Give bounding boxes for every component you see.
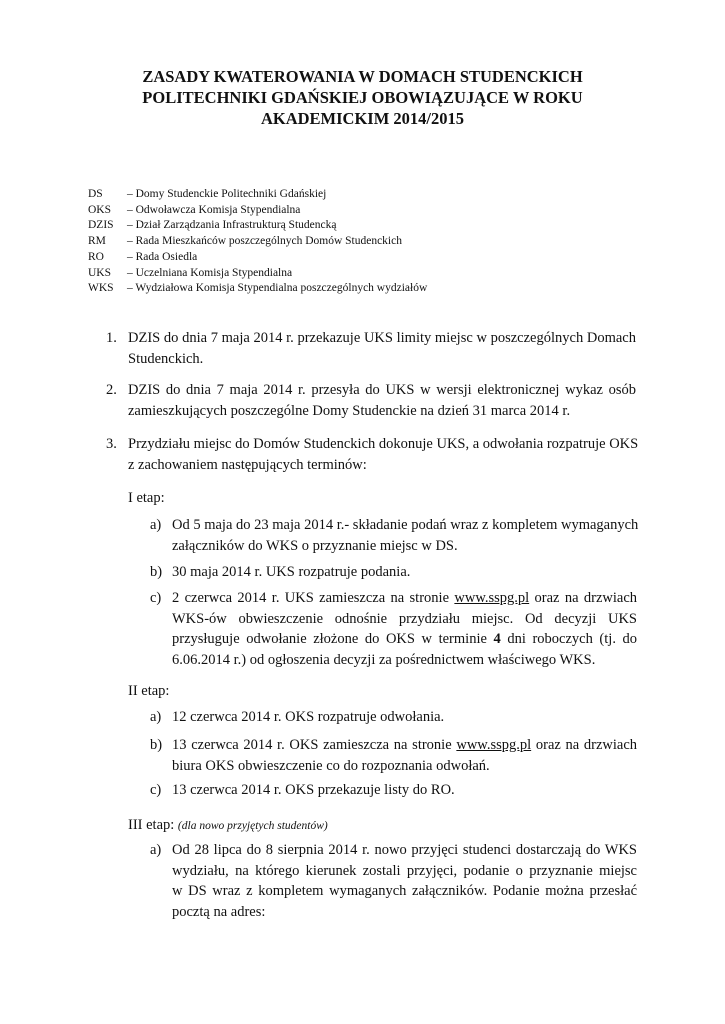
- item-line: zamieszkujących poszczególne Domy Studenckie na dzień 31 marca 2014 r.: [128, 402, 571, 419]
- sub-item-line: WKS-ów obwieszczenie odnośnie przydziału miejsc. Od decyzji UKS: [172, 610, 637, 627]
- sub-item-line: [172, 735, 637, 756]
- abbreviation-row: [88, 187, 427, 203]
- text-segment: oraz na drzwiach: [535, 737, 638, 753]
- abbreviation-code: RM: [88, 235, 106, 248]
- sspg-link[interactable]: www.sspg.pl: [454, 590, 530, 606]
- item-text: [128, 380, 636, 421]
- item-line: Studenckich.: [128, 350, 204, 367]
- abbreviation-code: OKS: [88, 203, 112, 216]
- sub-item-line: 13 czerwca 2014 r. OKS przekazuje listy do RO.: [172, 782, 455, 798]
- sub-item-text: [172, 840, 637, 922]
- sub-item-letter: a): [150, 709, 162, 725]
- abbreviation-desc: – Rada Osiedla: [127, 250, 198, 263]
- abbreviation-row: [88, 203, 427, 219]
- sub-item-text: [172, 735, 637, 776]
- sub-item-line: biura OKS obwieszczenie co do rozpoznania odwołań.: [172, 757, 490, 774]
- abbreviation-row: [88, 250, 427, 266]
- item-number: 2.: [106, 382, 117, 398]
- abbreviation-code: DS: [88, 188, 103, 200]
- abbreviation-code: RO: [88, 250, 104, 263]
- text-segment: 13 czerwca 2014 r. OKS zamieszcza na stronie: [172, 737, 452, 753]
- item-text: [128, 328, 636, 369]
- item-line: Przydziału miejsc do Domów Studenckich dokonuje UKS, a odwołania rozpatruje OKS: [128, 436, 639, 452]
- abbreviation-row: [88, 234, 427, 250]
- item-line: z zachowaniem następujących terminów:: [128, 456, 367, 473]
- title-line-2: POLITECHNIKI GDAŃSKIEJ OBOWIĄZUJĄCE W ROKU: [142, 88, 583, 107]
- text-segment: dni roboczych (tj. do: [507, 631, 638, 647]
- title-line-1: ZASADY KWATEROWANIA W DOMACH STUDENCKICH: [142, 67, 583, 86]
- sspg-link[interactable]: www.sspg.pl: [456, 737, 532, 753]
- item-text: [128, 434, 639, 475]
- abbreviation-desc: – Uczelniana Komisja Stypendialna: [127, 266, 293, 279]
- abbreviation-row: [88, 281, 427, 297]
- abbreviation-desc: – Dział Zarządzania Infrastrukturą Studencką: [127, 219, 337, 232]
- abbreviation-desc: – Domy Studenckie Politechniki Gdańskiej: [127, 188, 327, 200]
- abbreviation-desc: – Wydziałowa Komisja Stypendialna poszczególnych wydziałów: [127, 282, 428, 295]
- sub-item-letter: b): [150, 564, 163, 580]
- sub-item-line: [172, 588, 637, 609]
- item-number: 3.: [106, 436, 117, 452]
- stage-2-label: II etap:: [128, 683, 170, 699]
- sub-item-line: w DS wraz z kompletem wymaganych załączników. Podanie można przesłać: [172, 883, 637, 899]
- sub-item-line: Od 5 maja do 23 maja 2014 r.- składanie podań wraz z kompletem wymaganych: [172, 517, 639, 533]
- abbreviation-desc: – Rada Mieszkańców poszczególnych Domów Studenckich: [127, 235, 402, 248]
- item-line: DZIS do dnia 7 maja 2014 r. przesyła do UKS w wersji elektronicznej wykaz osób: [128, 382, 636, 398]
- text-segment: 2 czerwca 2014 r. UKS zamieszcza na stronie: [172, 590, 450, 606]
- sub-item-letter: b): [150, 737, 163, 753]
- stage-3-label: [128, 815, 328, 836]
- text-segment: oraz na drzwiach: [534, 590, 638, 606]
- sub-item-text: [172, 707, 637, 728]
- sub-item-line: załączników do WKS o przyznanie miejsc w DS.: [172, 537, 458, 554]
- item-number: 1.: [106, 330, 117, 346]
- sub-item-letter: a): [150, 842, 162, 858]
- sub-item-text: [172, 780, 637, 801]
- text-segment: przysługuje odwołanie złożone do OKS w terminie: [172, 631, 487, 647]
- stage-3-note: (dla nowo przyjętych studentów): [177, 820, 328, 832]
- abbreviation-code: DZIS: [88, 219, 114, 232]
- sub-item-letter: c): [150, 782, 162, 798]
- days-count: 4: [493, 631, 501, 647]
- sub-item-line: 6.06.2014 r.) od ogłoszenia decyzji za pośrednictwem właściwego WKS.: [172, 651, 596, 668]
- sub-item-line: wydziału, na którego kierunek zostali przyjęci, podanie o przyznanie miejsc: [172, 862, 637, 879]
- sub-item-letter: a): [150, 517, 162, 533]
- sub-item-text: [172, 588, 637, 670]
- sub-item-line: 12 czerwca 2014 r. OKS rozpatruje odwołania.: [172, 709, 445, 725]
- item-line: DZIS do dnia 7 maja 2014 r. przekazuje UKS limity miejsc w poszczególnych Domach: [128, 330, 636, 346]
- sub-item-text: [172, 515, 637, 556]
- sub-item-line: pocztą na adres:: [172, 903, 266, 920]
- stage-1-label: I etap:: [128, 490, 165, 506]
- sub-item-line: Od 28 lipca do 8 sierpnia 2014 r. nowo przyjęci studenci dostarczają do WKS: [172, 842, 637, 858]
- sub-item-text: [172, 562, 637, 583]
- document-title: [100, 66, 625, 129]
- abbreviation-desc: – Odwoławcza Komisja Stypendialna: [127, 203, 301, 216]
- sub-item-letter: c): [150, 590, 162, 606]
- abbreviations-list: [88, 187, 427, 297]
- abbreviation-row: [88, 266, 427, 282]
- stage-3-label-text: III etap:: [128, 817, 175, 833]
- sub-item-line: 30 maja 2014 r. UKS rozpatruje podania.: [172, 564, 411, 580]
- title-line-3: AKADEMICKIM 2014/2015: [260, 109, 465, 128]
- sub-item-line: [172, 629, 637, 650]
- abbreviation-code: UKS: [88, 266, 112, 279]
- abbreviation-code: WKS: [88, 282, 114, 295]
- abbreviation-row: [88, 218, 427, 234]
